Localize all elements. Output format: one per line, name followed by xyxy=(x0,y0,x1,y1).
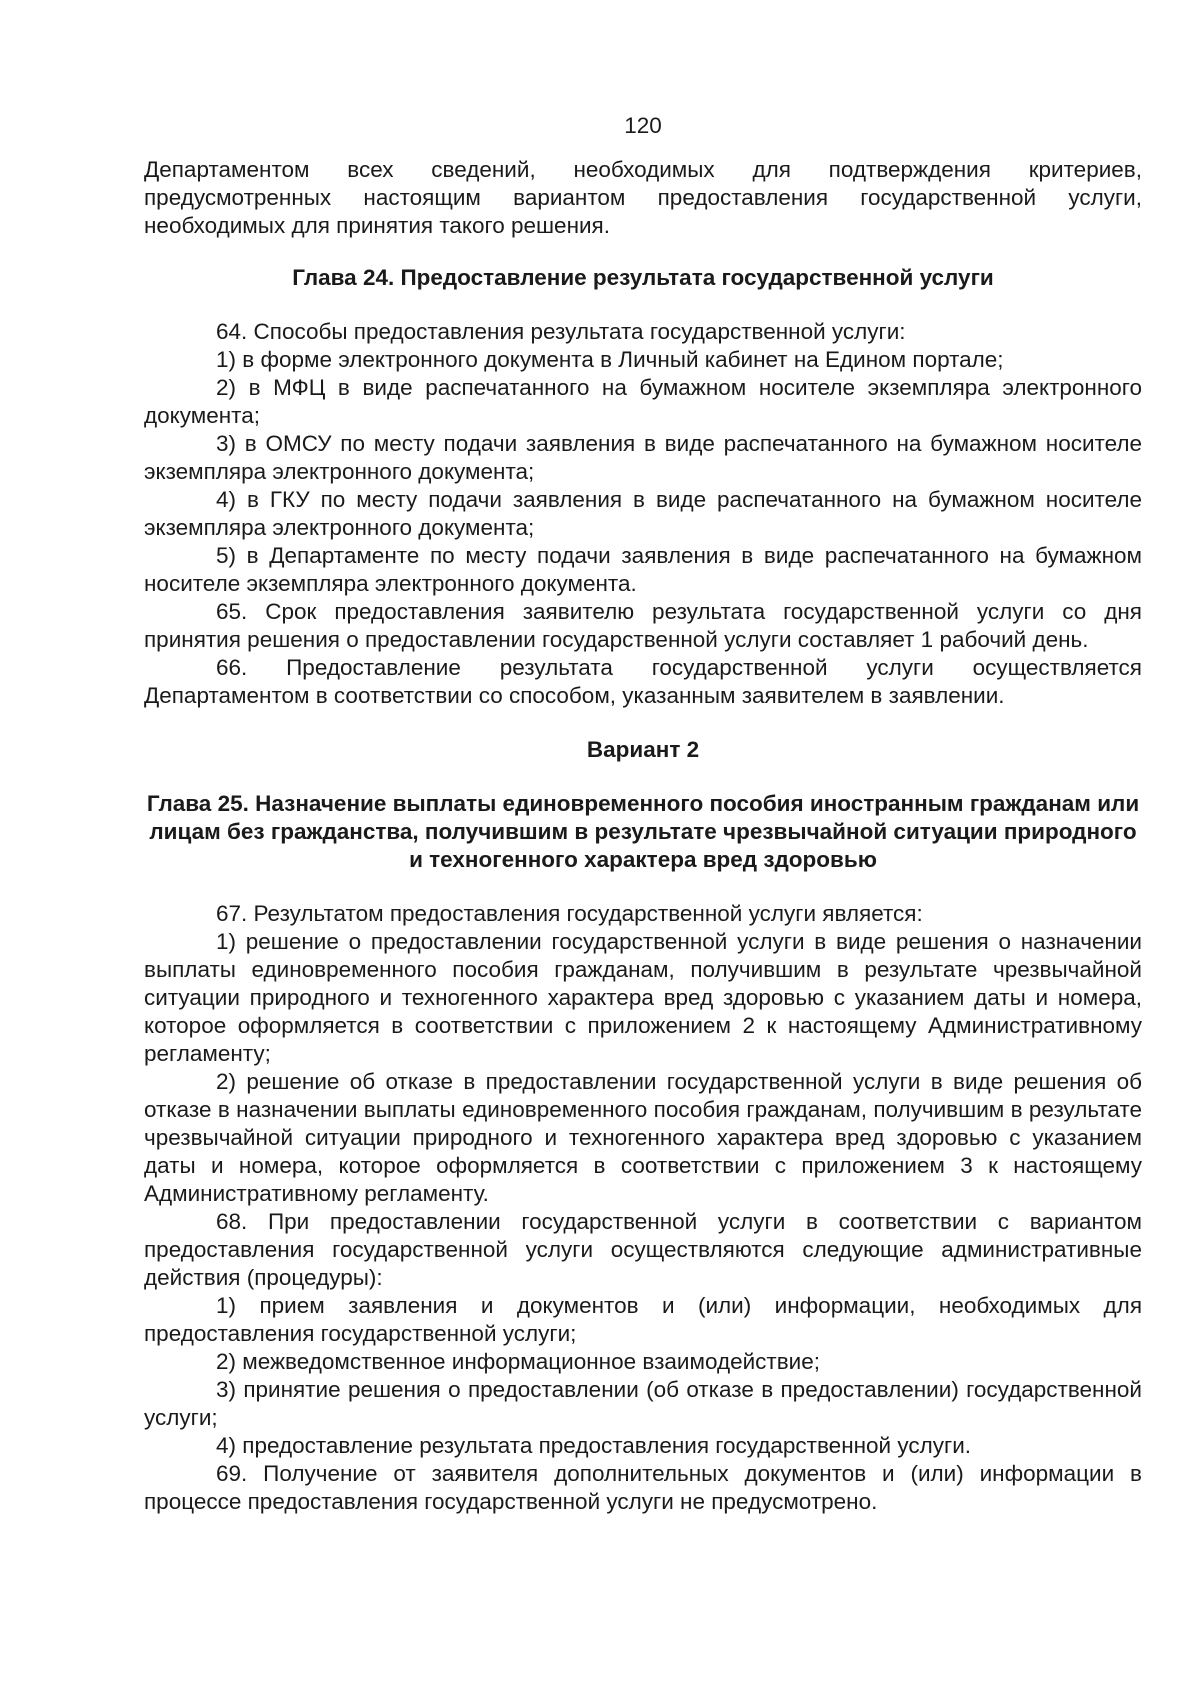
document-page xyxy=(144,112,1142,1516)
chapter-25-title: Глава 25. Назначение выплаты единовременного пособия иностранным гражданам или лицам без гражданства, получившим в результате чрезвычайной ситуации природного и техногенного характера вред здоровью xyxy=(146,791,1140,872)
list-item: 1) решение о предоставлении государственной услуги в виде решения о назначении выплаты единовременного пособия гражданам, получившим в результате чрезвычайной ситуации природного и техногенного характера вред здоровью с указанием даты и номера, которое оформляется в соответствии с приложением 2 к настоящему Административному регламенту; xyxy=(144,929,1142,1066)
list-item: 3) принятие решения о предоставлении (об отказе в предоставлении) государственной услуги; xyxy=(144,1377,1142,1430)
paragraph: 64. Способы предоставления результата государственной услуги: xyxy=(216,319,906,344)
paragraph: 65. Срок предоставления заявителю результата государственной услуги со дня принятия решения о предоставлении государственной услуги составляет 1 рабочий день. xyxy=(144,599,1142,652)
intro-paragraph: Департаментом всех сведений, необходимых для подтверждения критериев, предусмотренных настоящим вариантом предоставления государственной услуги, необходимых для принятия такого решения. xyxy=(144,157,1142,238)
paragraph: 68. При предоставлении государственной услуги в соответствии с вариантом предоставления государственной услуги осуществляются следующие административные действия (процедуры): xyxy=(144,1209,1142,1290)
list-item: 2) решение об отказе в предоставлении государственной услуги в виде решения об отказе в назначении выплаты единовременного пособия гражданам, получившим в результате чрезвычайной ситуации природного и техногенного характера вред здоровью с указанием даты и номера, которое оформляется в соответствии с приложением 3 к настоящему Административному регламенту. xyxy=(144,1069,1142,1206)
list-item: 5) в Департаменте по месту подачи заявления в виде распечатанного на бумажном носителе экземпляра электронного документа. xyxy=(144,543,1142,596)
list-item: 1) прием заявления и документов и (или) информации, необходимых для предоставления государственной услуги; xyxy=(144,1293,1142,1346)
list-item: 4) в ГКУ по месту подачи заявления в виде распечатанного на бумажном носителе экземпляра электронного документа; xyxy=(144,487,1142,540)
paragraph: 67. Результатом предоставления государственной услуги является: xyxy=(216,901,923,926)
list-item: 1) в форме электронного документа в Личный кабинет на Едином портале; xyxy=(216,347,1004,372)
list-item: 2) межведомственное информационное взаимодействие; xyxy=(216,1349,821,1374)
list-item: 4) предоставление результата предоставления государственной услуги. xyxy=(216,1433,972,1458)
chapter-24-title: Глава 24. Предоставление результата государственной услуги xyxy=(292,265,994,290)
variant-title: Вариант 2 xyxy=(586,737,700,762)
paragraph: 69. Получение от заявителя дополнительных документов и (или) информации в процессе предоставления государственной услуги не предусмотрено. xyxy=(144,1461,1142,1514)
list-item: 3) в ОМСУ по месту подачи заявления в виде распечатанного на бумажном носителе экземпляра электронного документа; xyxy=(144,431,1142,484)
paragraph: 66. Предоставление результата государственной услуги осуществляется Департаментом в соответствии со способом, указанным заявителем в заявлении. xyxy=(144,655,1142,708)
page-number: 120 xyxy=(624,113,662,138)
list-item: 2) в МФЦ в виде распечатанного на бумажном носителе экземпляра электронного документа; xyxy=(144,375,1142,428)
